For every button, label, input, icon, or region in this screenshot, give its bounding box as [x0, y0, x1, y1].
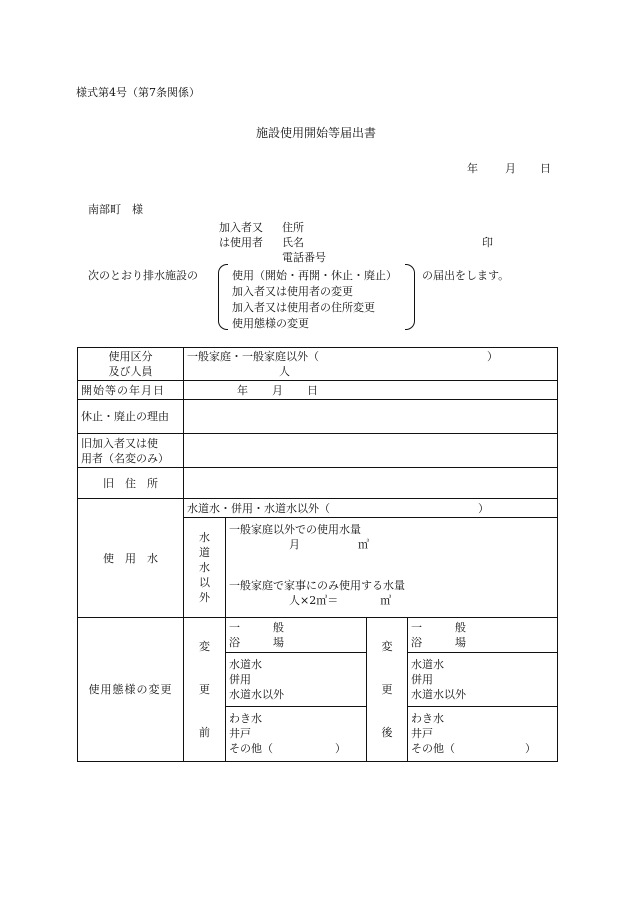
notice-option-2: 加入者又は使用者の変更 [232, 285, 353, 298]
applicant-name-label: 氏名 [282, 236, 304, 249]
after-change-options[interactable] [408, 618, 558, 762]
former-address-value[interactable] [184, 468, 558, 499]
usage-category-close-paren: ） [487, 350, 498, 363]
applicant-phone-label: 電話番号 [282, 251, 326, 264]
after-char-2: 更 [381, 683, 393, 696]
applicant-address-label: 住所 [282, 221, 304, 234]
former-applicant-value[interactable] [184, 434, 558, 468]
former-applicant-label-cell [78, 434, 184, 468]
right-bracket [405, 264, 415, 330]
side-char-5: 外 [199, 591, 210, 604]
after-general-bath-block[interactable] [408, 619, 557, 653]
row-water-source [78, 499, 558, 518]
side-char-3: 水 [199, 561, 210, 574]
water-source-close-paren: ） [478, 501, 489, 515]
row-usage-category [78, 348, 558, 381]
usage-category-value-cell[interactable] [184, 348, 558, 381]
start-date-label: 開始等の年月日 [78, 381, 184, 400]
water-source-options-cell[interactable] [184, 499, 558, 518]
start-date-day: 日 [307, 383, 318, 397]
side-char-2: 道 [199, 546, 210, 559]
before-option-non-tap: 水道水以外 [229, 688, 284, 701]
after-option-well: 井戸 [411, 727, 433, 741]
row-start-date [78, 381, 558, 400]
household-cubic-meter-unit: ㎥ [380, 594, 392, 607]
date-day-label: 日 [540, 162, 551, 175]
before-char-1: 変 [199, 640, 210, 653]
before-source-block[interactable] [226, 707, 366, 761]
household-usage-formula [229, 593, 554, 608]
after-option-combined: 併用 [411, 673, 433, 686]
side-char-1: 水 [199, 531, 210, 544]
date-year-label: 年 [467, 162, 478, 175]
after-option-non-tap: 水道水以外 [411, 688, 466, 701]
notice-option-4: 使用態様の変更 [232, 317, 309, 330]
usage-category-label-1: 使用区分 [108, 350, 153, 363]
after-char-1: 変 [381, 640, 393, 653]
persons-formula: 人×2㎥＝ [289, 594, 339, 607]
start-date-year: 年 [237, 383, 248, 397]
usage-category-label-2: 及び人員 [108, 365, 153, 378]
after-water-type-block[interactable] [408, 653, 557, 707]
form-title: 施設使用開始等届出書 [256, 126, 377, 140]
row-usage-mode-change [78, 618, 558, 762]
before-other-close: ） [335, 742, 346, 756]
after-options-grid [408, 619, 557, 761]
left-bracket [218, 264, 228, 330]
after-option-bath: 浴 場 [411, 636, 466, 650]
before-option-general: 一 般 [229, 621, 284, 635]
cubic-meter-unit: ㎥ [358, 538, 369, 551]
notice-option-3: 加入者又は使用者の住所変更 [232, 301, 375, 314]
row-suspension-reason [78, 400, 558, 434]
before-option-bath: 浴 場 [229, 636, 284, 650]
before-char-2: 更 [199, 683, 210, 696]
usage-mode-change-label: 使用態様の変更 [78, 618, 184, 762]
water-source-options: 水道水・併用・水道水以外（ [187, 501, 330, 515]
after-option-other [411, 741, 554, 756]
row-former-address [78, 468, 558, 499]
notice-option-1: 使用（開始・再開・休止・廃止） [232, 269, 397, 282]
non-household-usage-label: 一般家庭以外での使用水量 [229, 523, 361, 536]
before-change-options[interactable] [226, 618, 367, 762]
addressee: 南部町 様 [88, 203, 143, 216]
non-tap-water-side-label [184, 518, 226, 618]
applicant-label-line1: 加入者又 [219, 221, 263, 234]
before-option-spring: わき水 [229, 712, 262, 726]
registration-table [77, 347, 558, 762]
suspension-reason-label: 休止・廃止の理由 [78, 400, 184, 434]
usage-category-options-text: 一般家庭・一般家庭以外（ [187, 350, 319, 363]
after-char-3: 後 [381, 726, 393, 739]
after-option-general: 一 般 [411, 621, 466, 635]
before-general-bath-block[interactable] [226, 619, 366, 653]
water-used-label: 使 用 水 [78, 499, 184, 618]
start-date-value-cell[interactable] [184, 381, 558, 400]
water-volume-cell[interactable] [226, 518, 558, 618]
before-change-label [184, 618, 226, 762]
form-reference: 様式第4号（第7条関係） [76, 86, 200, 99]
side-char-4: 以 [199, 576, 210, 589]
after-option-tap-water: 水道水 [411, 658, 444, 671]
before-option-well: 井戸 [229, 727, 251, 741]
before-options-grid [226, 619, 366, 761]
before-option-other [229, 741, 363, 756]
before-water-type-block[interactable] [226, 653, 366, 707]
before-other-label: その他（ [229, 742, 273, 756]
after-other-close: ） [525, 742, 536, 756]
date-month-label: 月 [505, 162, 516, 175]
seal-mark: 印 [482, 236, 493, 249]
after-option-spring: わき水 [411, 712, 444, 726]
after-source-block[interactable] [408, 707, 557, 761]
row-former-applicant [78, 434, 558, 468]
former-applicant-label-1: 旧加入者又は使 [81, 436, 158, 450]
applicant-label-line2: は使用者 [219, 236, 263, 249]
before-option-combined: 併用 [229, 673, 251, 686]
usage-category-options [187, 349, 554, 364]
start-date-month: 月 [272, 383, 283, 397]
suspension-reason-value[interactable] [184, 400, 558, 434]
household-usage-label: 一般家庭で家事にのみ使用する水量 [229, 579, 405, 592]
former-address-label: 旧 住 所 [78, 468, 184, 499]
usage-category-label-cell [78, 348, 184, 381]
former-applicant-label-2: 用者（名変のみ） [81, 451, 169, 465]
after-other-label: その他（ [411, 742, 455, 756]
notice-prefix: 次のとおり排水施設の [88, 269, 198, 282]
before-char-3: 前 [199, 726, 210, 739]
month-unit: 月 [289, 538, 300, 551]
after-change-label [367, 618, 408, 762]
persons-unit: 人 [279, 365, 290, 378]
non-household-usage-units [229, 537, 554, 552]
before-option-tap-water: 水道水 [229, 658, 262, 671]
notice-suffix: の届出をします。 [422, 269, 510, 282]
